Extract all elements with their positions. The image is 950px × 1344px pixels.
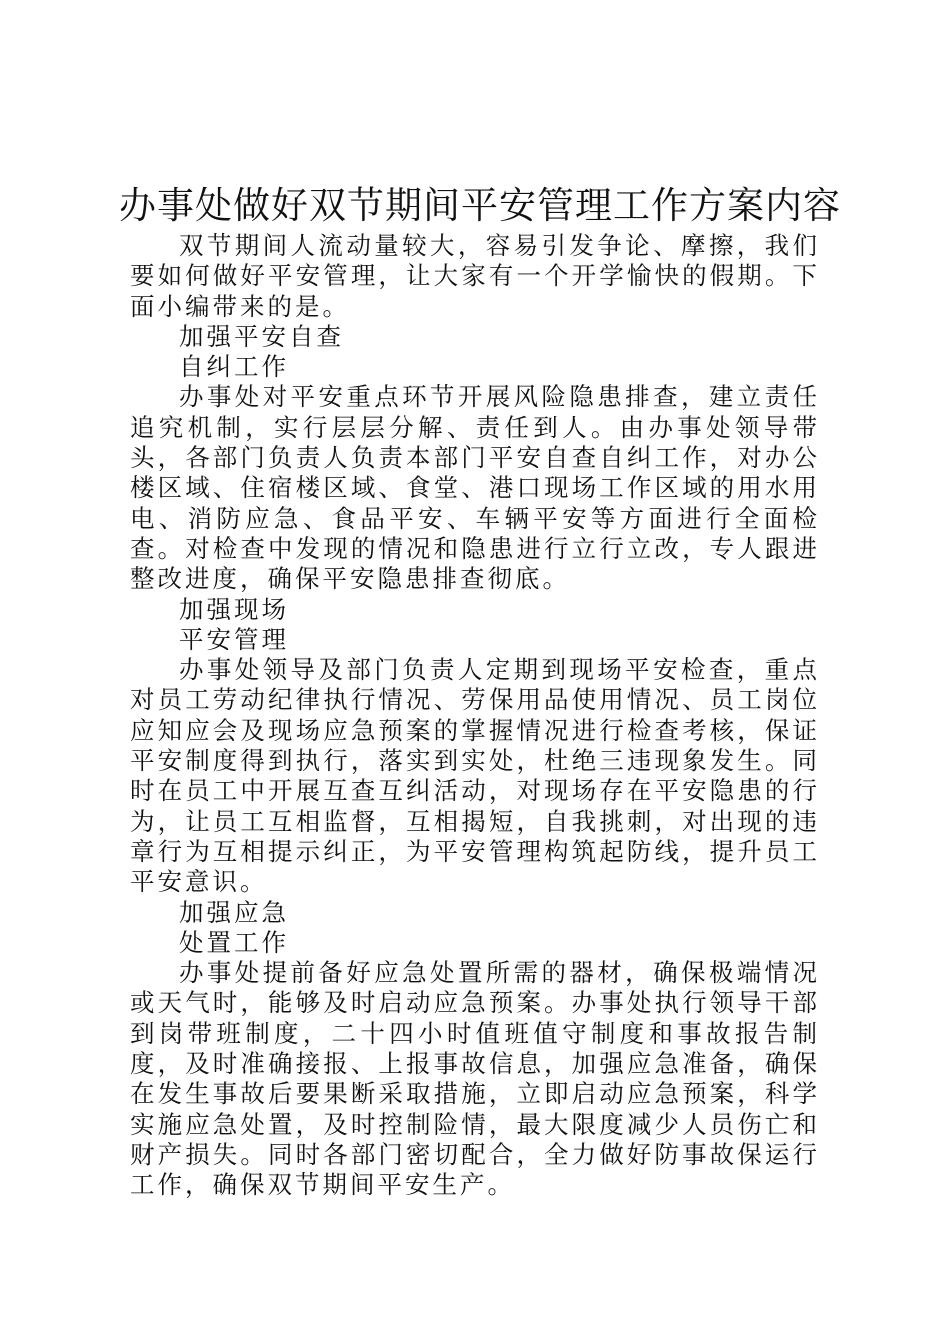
section-3-heading-line-2: 处置工作 bbox=[179, 927, 289, 957]
section-3-body: 办事处提前备好应急处置所需的器材，确保极端情况或天气时，能够及时启动应急预案。办事处执行领导干部到岗带班制度，二十四小时值班值守制度和事故报告制度，及时准确接报、上报事故信息，加强应急准备，确保在发生事故后要果断采取措施，立即启动应急预案，科学实施应急处置，及时控制险情，最大限度减少人员伤亡和财产损失。同时各部门密切配合，全力做好防事故保运行工作，确保双节期间平安生产。 bbox=[130, 958, 820, 1200]
section-2-heading-line-2: 平安管理 bbox=[179, 624, 289, 654]
section-2-body: 办事处领导及部门负责人定期到现场平安检查，重点对员工劳动纪律执行情况、劳保用品使用情况、员工岗位应知应会及现场应急预案的掌握情况进行检查考核，保证平安制度得到执行，落实到实处，杜绝三违现象发生。同时在员工中开展互查互纠活动，对现场存在平安隐患的行为，让员工互相监督，互相揭短，自我挑刺，对出现的违章行为互相提示纠正，为平安管理构筑起防线，提升员工平安意识。 bbox=[130, 655, 820, 897]
document-title: 办事处做好双节期间平安管理工作方案内容 bbox=[119, 184, 841, 227]
document-body bbox=[130, 231, 820, 1201]
intro-paragraph: 双节期间人流动量较大，容易引发争论、摩擦，我们要如何做好平安管理，让大家有一个开学愉快的假期。下面小编带来的是。 bbox=[130, 231, 820, 321]
section-2-heading-line-1: 加强现场 bbox=[179, 594, 289, 624]
section-3-heading-line-1: 加强应急 bbox=[179, 897, 289, 927]
section-1-body: 办事处对平安重点环节开展风险隐患排查，建立责任追究机制，实行层层分解、责任到人。由办事处领导带头，各部门负责人负责本部门平安自查自纠工作，对办公楼区域、住宿楼区域、食堂、港口现场工作区域的用水用电、消防应急、食品平安、车辆平安等方面进行全面检查。对检查中发现的情况和隐患进行立行立改，专人跟进整改进度，确保平安隐患排查彻底。 bbox=[130, 382, 820, 594]
section-1-heading-line-1: 加强平安自查 bbox=[179, 321, 344, 351]
section-1-heading-line-2: 自纠工作 bbox=[179, 352, 289, 382]
